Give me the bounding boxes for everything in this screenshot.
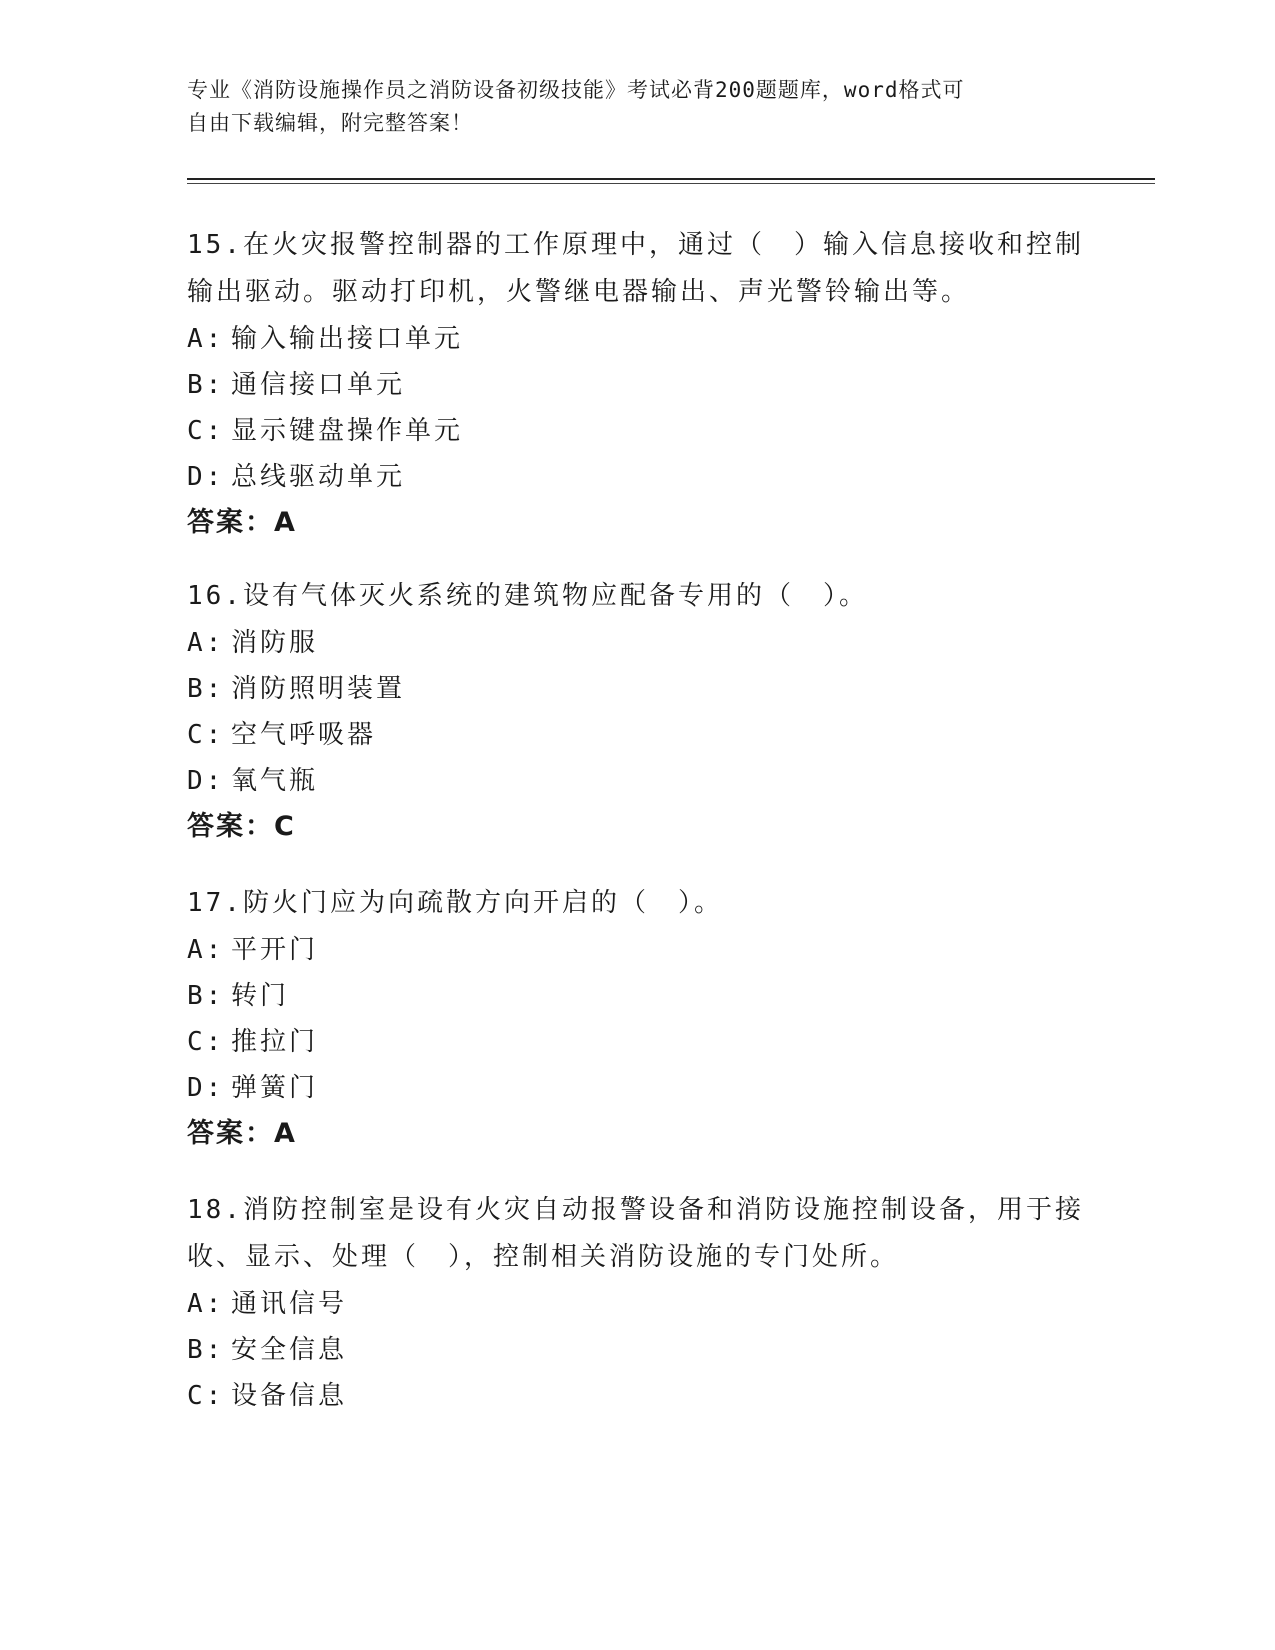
option-letter: A: xyxy=(187,628,225,658)
option-letter: C: xyxy=(187,1381,225,1411)
option-letter: B: xyxy=(187,1335,225,1365)
question-18 xyxy=(187,1187,1087,1419)
option-c xyxy=(187,1019,1087,1065)
option-text: 消防照明装置 xyxy=(231,674,406,704)
option-text: 通讯信号 xyxy=(231,1289,348,1319)
option-c xyxy=(187,712,1087,758)
option-c xyxy=(187,1373,1087,1419)
option-text: 推拉门 xyxy=(231,1027,319,1057)
option-text: 转门 xyxy=(231,981,290,1011)
option-letter: A: xyxy=(187,324,225,354)
option-letter: B: xyxy=(187,674,225,704)
option-letter: D: xyxy=(187,462,225,492)
option-text: 输入输出接口单元 xyxy=(231,324,464,354)
header-line-2: 自由下载编辑，附完整答案！ xyxy=(187,111,473,135)
option-letter: A: xyxy=(187,1289,225,1319)
answer-label: 答案：C xyxy=(187,811,296,842)
question-stem xyxy=(187,880,1087,927)
option-letter: C: xyxy=(187,1027,225,1057)
question-stem-line-1: 16.设有气体灭火系统的建筑物应配备专用的（ ）。 xyxy=(187,581,868,611)
question-stem-line-1: 17.防火门应为向疏散方向开启的（ ）。 xyxy=(187,888,723,918)
question-15 xyxy=(187,222,1087,546)
option-a xyxy=(187,316,1087,362)
option-a xyxy=(187,927,1087,973)
option-d xyxy=(187,758,1087,804)
option-a xyxy=(187,620,1087,666)
header-divider-thin xyxy=(187,183,1155,184)
option-letter: C: xyxy=(187,416,225,446)
option-text: 平开门 xyxy=(231,935,319,965)
option-letter: C: xyxy=(187,720,225,750)
question-stem-line-1: 15.在火灾报警控制器的工作原理中，通过（ ）输入信息接收和控制 xyxy=(187,230,1084,260)
option-letter: B: xyxy=(187,370,225,400)
option-c xyxy=(187,408,1087,454)
question-stem xyxy=(187,573,1087,620)
question-stem xyxy=(187,1187,1087,1281)
question-stem xyxy=(187,222,1087,316)
option-text: 空气呼吸器 xyxy=(231,720,377,750)
option-text: 氧气瓶 xyxy=(231,766,319,796)
answer-label: 答案：A xyxy=(187,507,297,538)
header-line-1: 专业《消防设施操作员之消防设备初级技能》考试必背200题题库，word格式可 xyxy=(187,78,965,102)
option-letter: D: xyxy=(187,1073,225,1103)
question-stem-line-2: 输出驱动。驱动打印机，火警继电器输出、声光警铃输出等。 xyxy=(187,277,971,307)
header-divider-thick xyxy=(187,178,1155,180)
question-17 xyxy=(187,880,1087,1157)
option-letter: D: xyxy=(187,766,225,796)
document-header xyxy=(187,74,1067,140)
option-a xyxy=(187,1281,1087,1327)
option-d xyxy=(187,454,1087,500)
option-b xyxy=(187,666,1087,712)
option-text: 总线驱动单元 xyxy=(231,462,406,492)
option-letter: B: xyxy=(187,981,225,1011)
option-letter: A: xyxy=(187,935,225,965)
option-text: 通信接口单元 xyxy=(231,370,406,400)
question-stem-line-1: 18.消防控制室是设有火灾自动报警设备和消防设施控制设备，用于接 xyxy=(187,1195,1084,1225)
option-text: 显示键盘操作单元 xyxy=(231,416,464,446)
option-b xyxy=(187,362,1087,408)
option-text: 设备信息 xyxy=(231,1381,348,1411)
answer-label: 答案：A xyxy=(187,1118,297,1149)
question-16 xyxy=(187,573,1087,850)
question-stem-line-2: 收、显示、处理（ ），控制相关消防设施的专门处所。 xyxy=(187,1242,900,1272)
option-b xyxy=(187,1327,1087,1373)
option-text: 安全信息 xyxy=(231,1335,348,1365)
option-text: 弹簧门 xyxy=(231,1073,319,1103)
option-text: 消防服 xyxy=(231,628,319,658)
option-b xyxy=(187,973,1087,1019)
option-d xyxy=(187,1065,1087,1111)
